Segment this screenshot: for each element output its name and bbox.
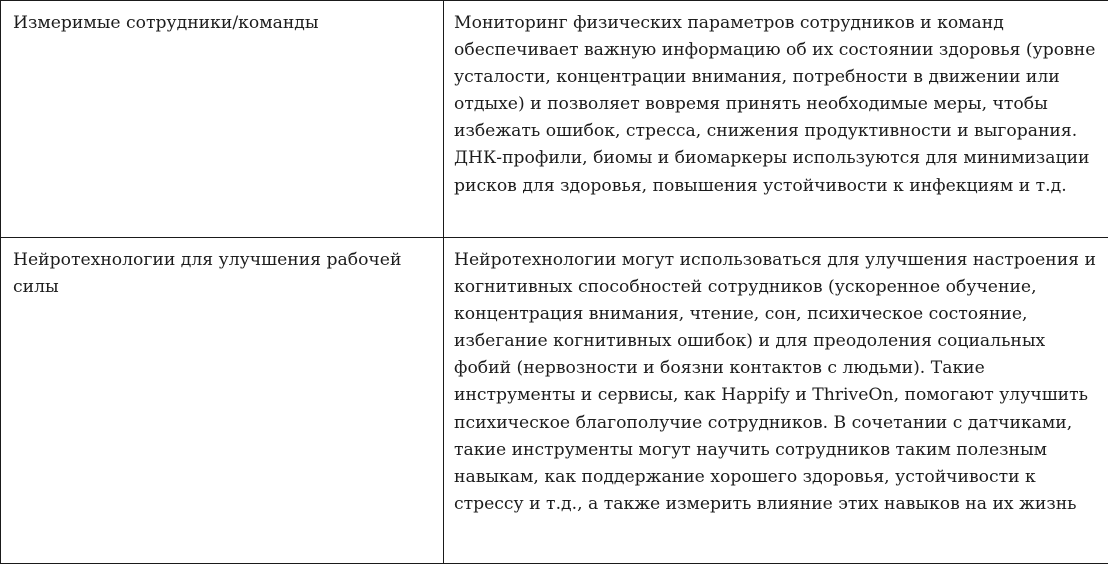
description-cell <box>444 1 1108 238</box>
term-cell <box>1 1 444 238</box>
description-cell <box>444 238 1108 564</box>
term-text: Нейротехнологии для улучшения рабочей силы <box>13 247 433 301</box>
table-row <box>1 238 1108 564</box>
term-text: Измеримые сотрудники/команды <box>13 10 433 37</box>
description-text: Мониторинг физических параметров сотрудников и команд обеспечивает важную информацию об их состоянии здоровья (уровне усталости, концентрации внимания, потребности в движении или отдыхе) и позволяет вовремя принять необходимые меры, чтобы избежать ошибок, стресса, снижения продуктивности и выгорания. ДНК-профили, биомы и биомаркеры используются для минимизации рисков для здоровья, повышения устойчивости к инфекциям и т.д. <box>454 10 1102 200</box>
table-row <box>1 1 1108 238</box>
term-cell <box>1 238 444 564</box>
description-text: Нейротехнологии могут использоваться для улучшения настроения и когнитивных способностей сотрудников (ускоренное обучение, концентрация внимания, чтение, сон, психическое состояние, избегание когнитивных ошибок) и для преодоления социальных фобий (нервозности и боязни контактов с людьми). Такие инструменты и сервисы, как Happify и ThriveOn, помогают улучшить психическое благополучие сотрудников. В сочетании с датчиками, такие инструменты могут научить сотрудников таким полезным навыкам, как поддержание хорошего здоровья, устойчивости к стрессу и т.д., а также измерить влияние этих навыков на их жизнь <box>454 247 1102 518</box>
